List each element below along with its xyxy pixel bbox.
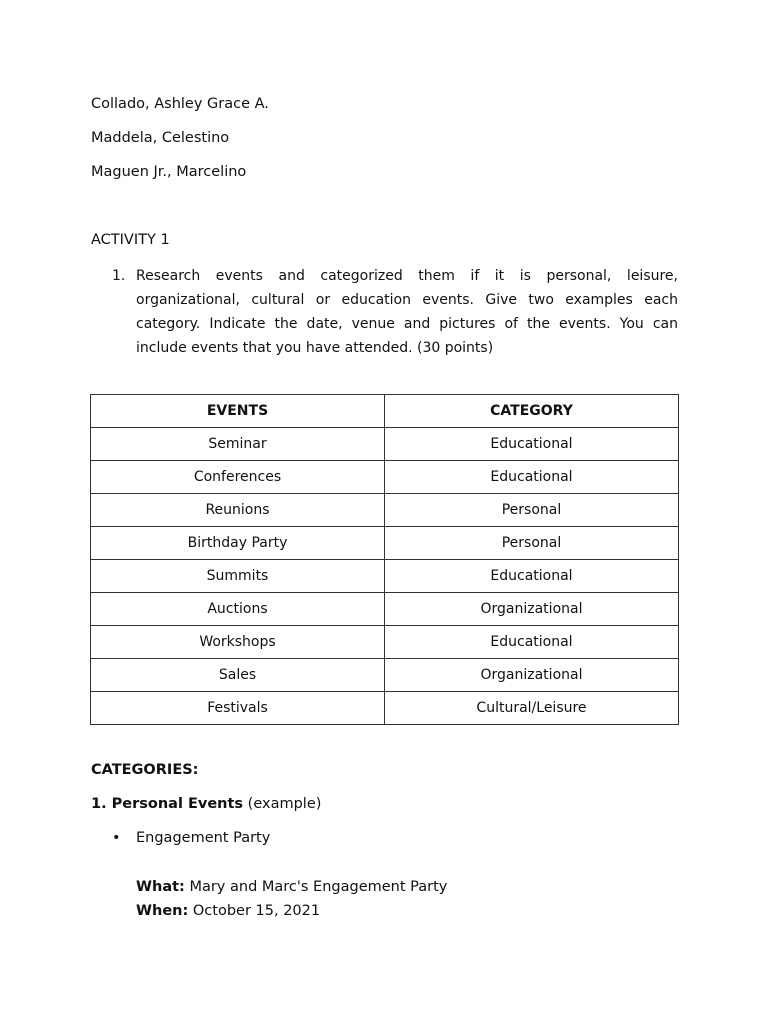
question-text: Research events and categorized them if it is personal, leisure, organizational, cultural or education events. Give two examples each category. Indicate the date, venue and pictures of the events. You can include events that you have attended. (30 points) — [136, 268, 678, 356]
activity-title: ACTIVITY 1 — [91, 232, 170, 248]
table-row — [91, 428, 679, 461]
header-category: CATEGORY — [385, 395, 679, 428]
category-cell: Personal — [385, 494, 679, 527]
table-row — [91, 659, 679, 692]
bullet-text: Engagement Party — [136, 830, 271, 846]
table-row — [91, 626, 679, 659]
category-cell: Educational — [385, 560, 679, 593]
table-row — [91, 494, 679, 527]
category-cell: Educational — [385, 626, 679, 659]
when-label: When: — [136, 903, 189, 919]
author-1: Collado, Ashley Grace A. — [91, 96, 269, 112]
event-cell: Reunions — [91, 494, 385, 527]
header-events: EVENTS — [91, 395, 385, 428]
events-table — [90, 394, 679, 725]
category-cell: Educational — [385, 428, 679, 461]
table-header-row — [91, 395, 679, 428]
detail-when — [136, 903, 320, 919]
when-value: October 15, 2021 — [188, 903, 321, 919]
question-number: 1. — [112, 268, 126, 284]
category-cell: Cultural/Leisure — [385, 692, 679, 725]
event-cell: Seminar — [91, 428, 385, 461]
event-cell: Auctions — [91, 593, 385, 626]
event-cell: Festivals — [91, 692, 385, 725]
categories-heading: CATEGORIES: — [91, 762, 199, 778]
question-block — [112, 264, 678, 360]
event-cell: Summits — [91, 560, 385, 593]
table-row — [91, 692, 679, 725]
what-value: Mary and Marc's Engagement Party — [184, 879, 448, 895]
bullet-icon: • — [112, 830, 121, 846]
table-row — [91, 560, 679, 593]
author-3: Maguen Jr., Marcelino — [91, 164, 247, 180]
table-body — [91, 428, 679, 725]
category-cell: Organizational — [385, 659, 679, 692]
category-cell: Personal — [385, 527, 679, 560]
event-cell: Conferences — [91, 461, 385, 494]
table-row — [91, 527, 679, 560]
what-label: What: — [136, 879, 185, 895]
table-row — [91, 461, 679, 494]
section-suffix: (example) — [243, 796, 322, 812]
table-row — [91, 593, 679, 626]
detail-what — [136, 879, 447, 895]
event-cell: Birthday Party — [91, 527, 385, 560]
section-personal-events — [91, 796, 321, 812]
event-cell: Sales — [91, 659, 385, 692]
bullet-item — [112, 830, 270, 846]
section-title: 1. Personal Events — [91, 796, 244, 812]
category-cell: Educational — [385, 461, 679, 494]
author-2: Maddela, Celestino — [91, 130, 230, 146]
event-cell: Workshops — [91, 626, 385, 659]
category-cell: Organizational — [385, 593, 679, 626]
